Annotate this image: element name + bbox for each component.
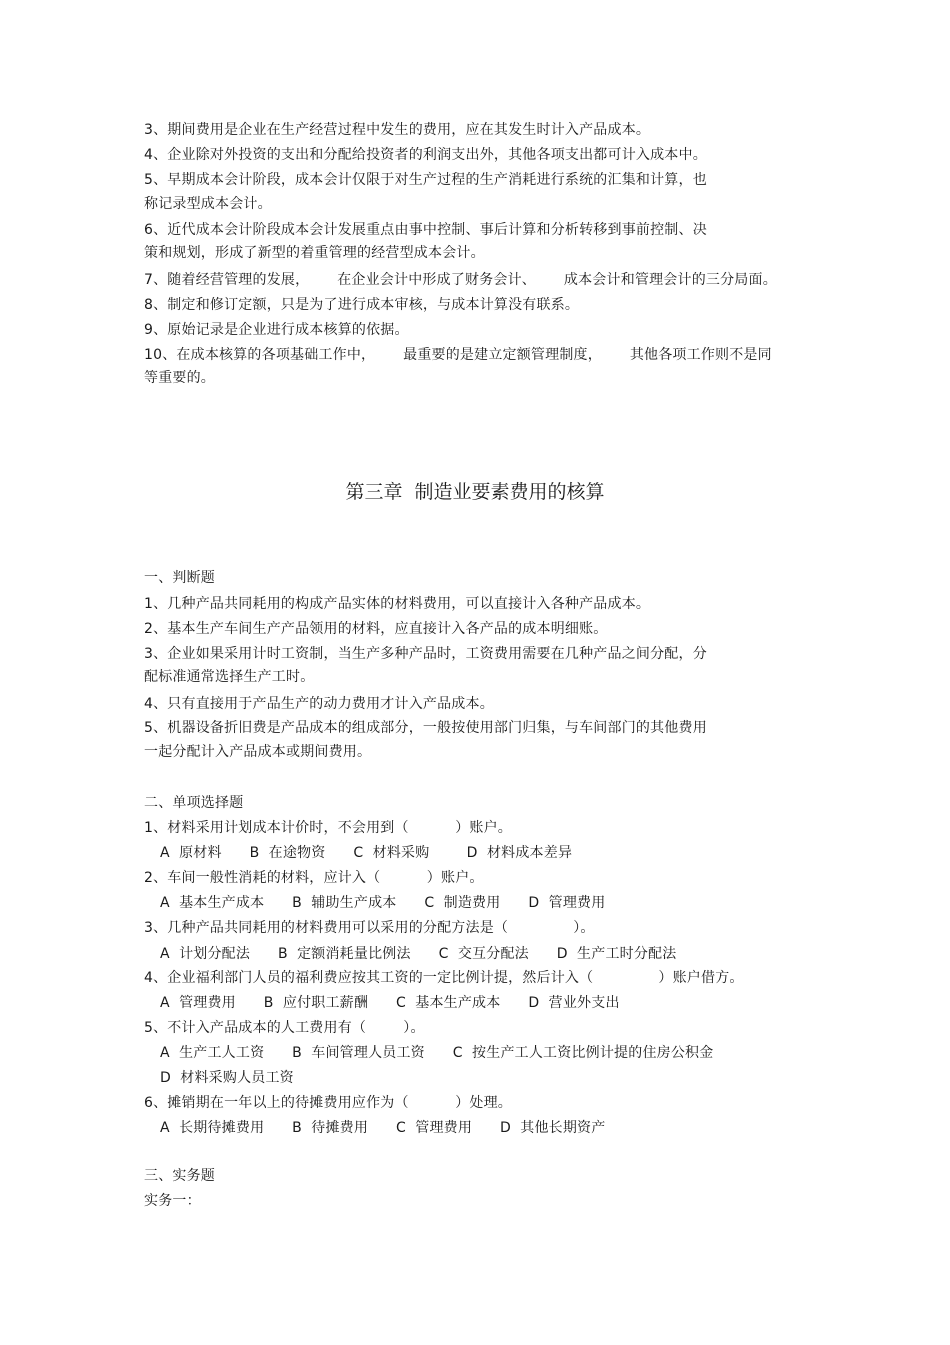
judge-item-2: 2、基本生产车间生产产品领用的材料，应直接计入各产品的成本明细账。	[144, 621, 608, 637]
choice-options-3: A 计划分配法 B 定额消耗量比例法 C 交互分配法 D 生产工时分配法	[160, 946, 677, 962]
choice-question-1: 1、材料采用计划成本计价时，不会用到（ ）账户。	[144, 820, 513, 836]
choice-question-4: 4、企业福利部门人员的福利费应按其工资的一定比例计提，然后计入（ ）账户借方。	[144, 970, 744, 986]
practice-item-1: 实务一：	[144, 1193, 201, 1209]
statement-5-line-2: 称记录型成本会计。	[144, 196, 272, 212]
choice-options-5: A 生产工人工资 B 车间管理人员工资 C 按生产工人工资比例计提的住房公积金	[160, 1045, 714, 1061]
statement-10-line-1: 10、在成本核算的各项基础工作中， 最重要的是建立定额管理制度， 其他各项工作则不是同	[144, 347, 772, 363]
choice-options-2: A 基本生产成本 B 辅助生产成本 C 制造费用 D 管理费用	[160, 895, 606, 911]
statement-9: 9、原始记录是企业进行成本核算的依据。	[144, 322, 409, 338]
choice-options-5-cont: D 材料采购人员工资	[160, 1070, 294, 1086]
statement-4: 4、企业除对外投资的支出和分配给投资者的利润支出外，其他各项支出都可计入成本中。	[144, 147, 707, 163]
choice-question-5: 5、不计入产品成本的人工费用有（ ）。	[144, 1020, 425, 1036]
judge-item-5-line-2: 一起分配计入产品成本或期间费用。	[144, 744, 372, 760]
statement-10-line-2: 等重要的。	[144, 370, 215, 386]
judge-item-1: 1、几种产品共同耗用的构成产品实体的材料费用，可以直接计入各种产品成本。	[144, 596, 651, 612]
chapter-title: 第三章 制造业要素费用的核算	[345, 481, 605, 503]
statement-6-line-1: 6、近代成本会计阶段成本会计发展重点由事中控制、事后计算和分析转移到事前控制、决	[144, 222, 707, 238]
judge-item-4: 4、只有直接用于产品生产的动力费用才计入产品成本。	[144, 696, 494, 712]
choice-question-6: 6、摊销期在一年以上的待摊费用应作为（ ）处理。	[144, 1095, 513, 1111]
choice-options-6: A 长期待摊费用 B 待摊费用 C 管理费用 D 其他长期资产	[160, 1120, 606, 1136]
statement-3: 3、期间费用是企业在生产经营过程中发生的费用，应在其发生时计入产品成本。	[144, 122, 651, 138]
statement-6-line-2: 策和规划，形成了新型的着重管理的经营型成本会计。	[144, 245, 485, 261]
judge-heading: 一、判断题	[144, 570, 215, 586]
choice-question-2: 2、车间一般性消耗的材料，应计入（ ）账户。	[144, 870, 484, 886]
choice-options-1: A 原材料 B 在途物资 C 材料采购 D 材料成本差异	[160, 845, 573, 861]
judge-item-3-line-2: 配标准通常选择生产工时。	[144, 669, 315, 685]
judge-item-5-line-1: 5、机器设备折旧费是产品成本的组成部分，一般按使用部门归集，与车间部门的其他费用	[144, 720, 707, 736]
practice-heading: 三、实务题	[144, 1168, 215, 1184]
choice-question-3: 3、几种产品共同耗用的材料费用可以采用的分配方法是（ ）。	[144, 920, 595, 936]
judge-item-3-line-1: 3、企业如果采用计时工资制，当生产多种产品时，工资费用需要在几种产品之间分配，分	[144, 646, 707, 662]
statement-8: 8、制定和修订定额，只是为了进行成本审核，与成本计算没有联系。	[144, 297, 580, 313]
statement-5-line-1: 5、早期成本会计阶段，成本会计仅限于对生产过程的生产消耗进行系统的汇集和计算，也	[144, 172, 707, 188]
choice-options-4: A 管理费用 B 应付职工薪酬 C 基本生产成本 D 营业外支出	[160, 995, 620, 1011]
statement-7: 7、随着经营管理的发展， 在企业会计中形成了财务会计、 成本会计和管理会计的三分局面。	[144, 272, 777, 288]
choice-heading: 二、单项选择题	[144, 795, 244, 811]
